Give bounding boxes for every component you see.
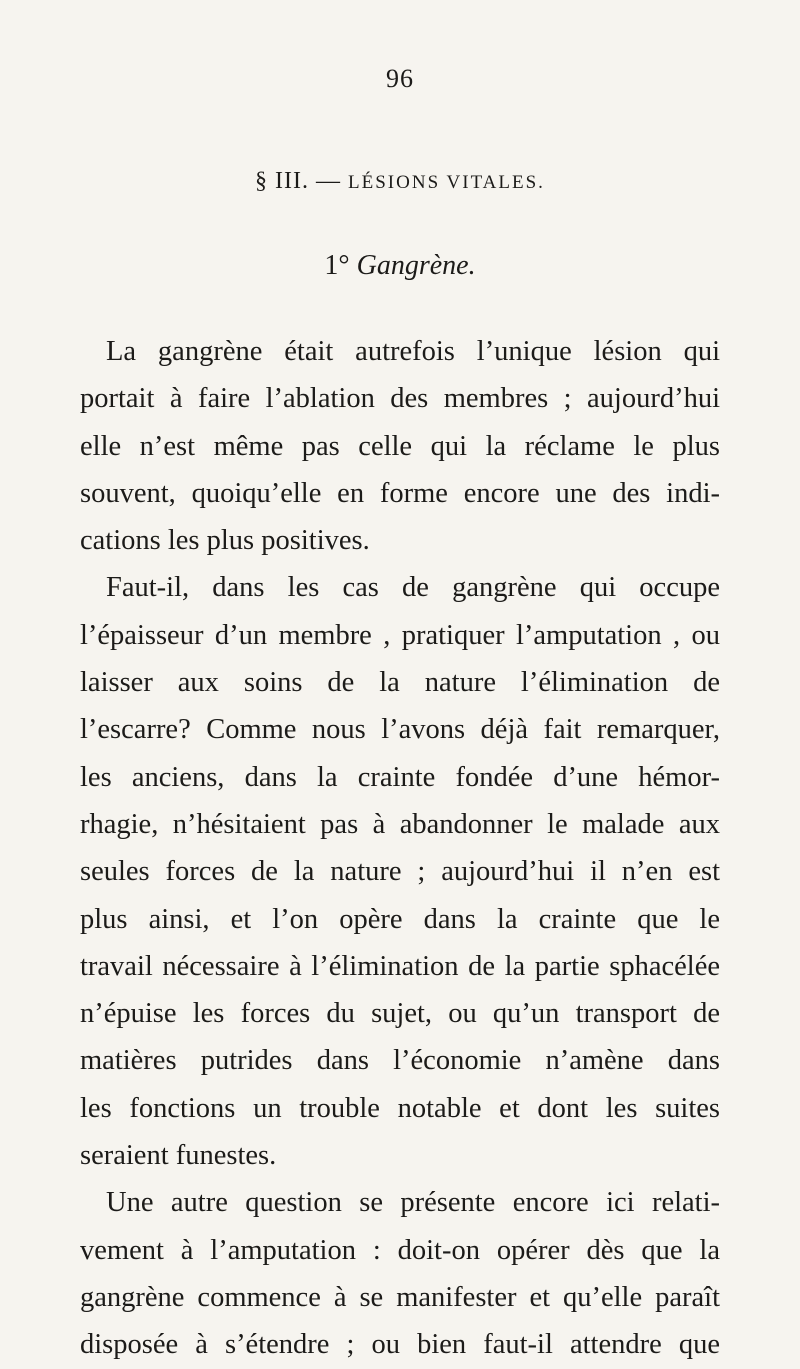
text-line: vement à l’amputation : doit-on opérer dès que la — [80, 1234, 720, 1266]
text-line: l’escarre? Comme nous l’avons déjà fait remarquer, — [80, 714, 720, 746]
text-line: seraient funestes. — [80, 1140, 277, 1172]
section-dash: — — [316, 168, 342, 194]
text-line: seules forces de la nature ; aujourd’hui il n’en est — [80, 856, 720, 888]
section-heading — [0, 168, 800, 195]
text-line: n’épuise les forces du sujet, ou qu’un transport de — [80, 998, 720, 1030]
text-line: les fonctions un trouble notable et dont les suites — [80, 1092, 720, 1124]
text-line: La gangrène était autrefois l’unique lésion qui — [106, 336, 720, 367]
section-numeral: III. — [275, 168, 310, 194]
text-line: Faut-il, dans les cas de gangrène qui occupe — [106, 572, 720, 604]
text-line: portait à faire l’ablation des membres ; aujourd’hui — [80, 383, 720, 415]
section-symbol: § — [255, 168, 269, 194]
text-line: rhagie, n’hésitaient pas à abandonner le malade aux — [80, 808, 720, 840]
text-line: travail nécessaire à l’élimination de la partie sphacélée — [80, 950, 720, 982]
sub-heading-title: Gangrène. — [356, 250, 476, 281]
text-line: laisser aux soins de la nature l’élimination de — [80, 667, 720, 699]
section-title: LÉSIONS VITALES. — [348, 172, 545, 193]
text-line: souvent, quoiqu’elle en forme encore une des indi- — [80, 477, 720, 509]
text-line: les anciens, dans la crainte fondée d’une hémor- — [80, 761, 720, 793]
text-line: Une autre question se présente encore ici relati- — [106, 1187, 720, 1219]
sub-heading — [0, 250, 800, 282]
text-line: l’épaisseur d’un membre , pratiquer l’amputation , ou — [80, 619, 720, 651]
text-line: gangrène commence à se manifester et qu’elle paraît — [80, 1281, 720, 1313]
text-line: matières putrides dans l’économie n’amène dans — [80, 1045, 720, 1077]
sub-heading-number: 1° — [324, 250, 350, 281]
text-line: cations les plus positives. — [80, 525, 370, 557]
text-line: disposée à s’étendre ; ou bien faut-il attendre que — [80, 1329, 720, 1361]
body-text — [80, 328, 720, 1369]
text-line: elle n’est même pas celle qui la réclame le plus — [80, 430, 720, 462]
page-number: 96 — [386, 64, 414, 93]
text-line: plus ainsi, et l’on opère dans la crainte que le — [80, 903, 720, 935]
